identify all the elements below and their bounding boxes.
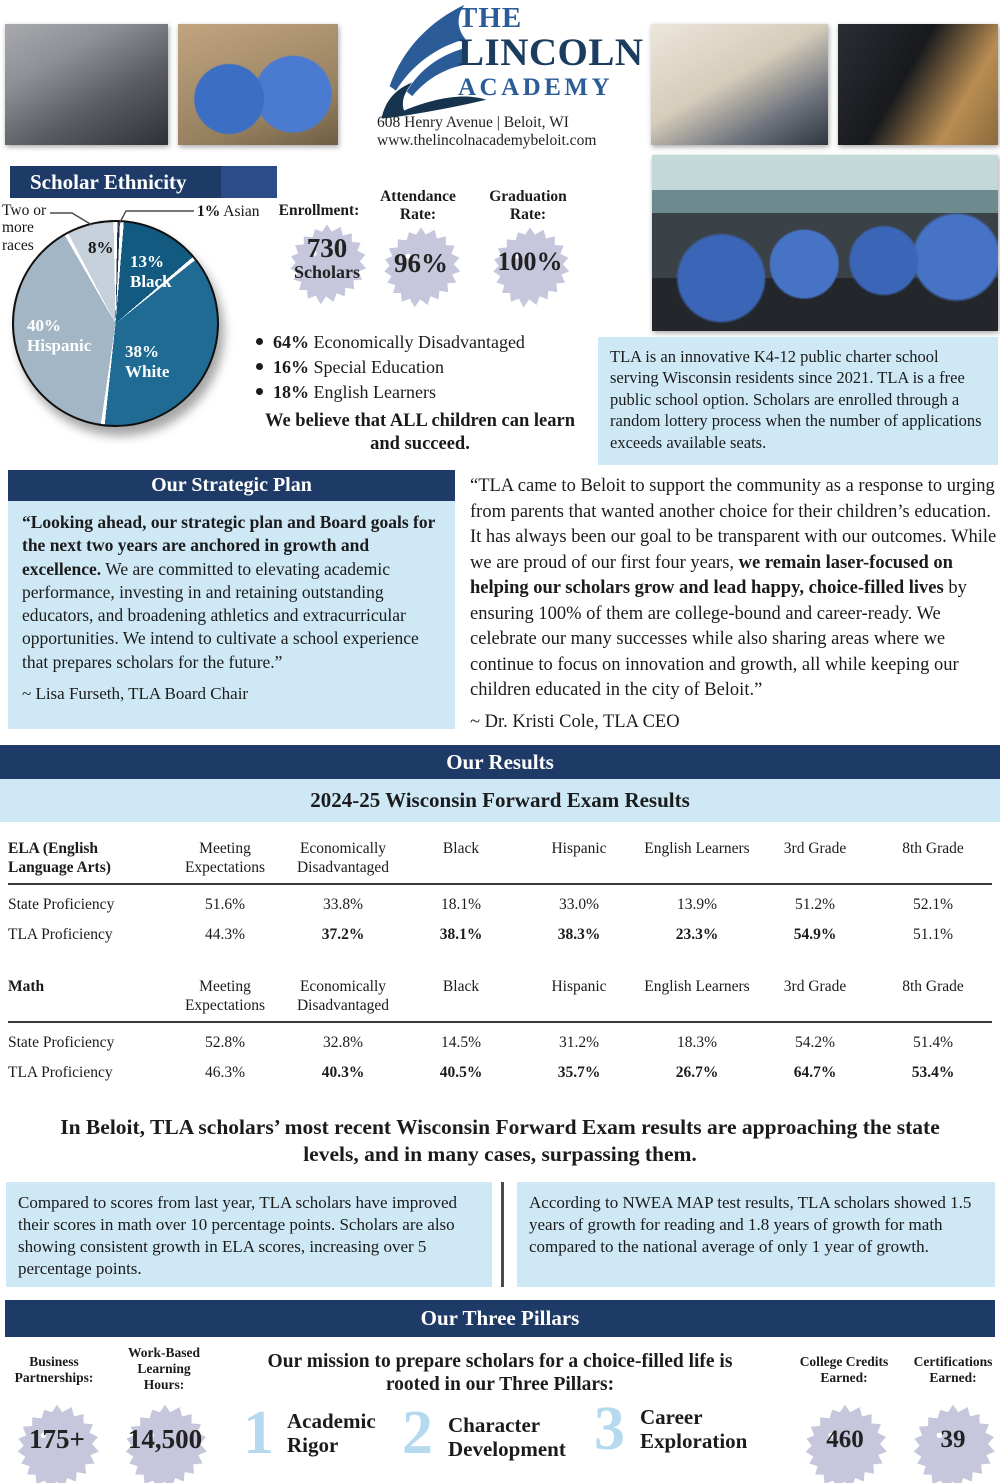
mission-statement: Our mission to prepare scholars for a choice-filled life is rooted in our Three Pillars: [267, 1351, 733, 1396]
logo-the: THE [458, 2, 523, 34]
pie-callout-asian: 1% Asian [197, 203, 260, 220]
ela-results-table [8, 838, 992, 944]
table-subject-label: Math [8, 978, 45, 995]
pillar-1-number: 1 [243, 1399, 274, 1467]
pillar-2-label: Character Development [448, 1413, 566, 1461]
scholar-ethnicity-title: Scholar Ethnicity [30, 169, 187, 194]
strategic-plan-header [8, 470, 455, 501]
work-based-hours-label: Work-Based Learning Hours: [127, 1345, 200, 1393]
school-website: www.thelincolnacademybeloit.com [377, 132, 597, 149]
growth-divider [501, 1182, 504, 1287]
college-credits-value: 460 [826, 1426, 864, 1453]
graduation-label: Graduation Rate: [489, 188, 567, 224]
bullet-icon [256, 388, 263, 395]
table-row: State Proficiency 51.6% 33.8% 18.1% 33.0% 13.9% 51.2% 52.1% [8, 896, 954, 914]
pillar-3-label: Career Exploration [640, 1405, 748, 1453]
about-tla-box: TLA is an innovative K4-12 public charter school serving Wisconsin residents since 2021. TLA is a free public school option. Scholars are enrolled through a random lottery process when the number of applications exceeds available seats. [598, 337, 998, 465]
attendance-value: 96% [394, 248, 448, 278]
table-header-row: Math Meeting Expectations Economically Disadvantaged Black Hispanic English Learners 3rd Grade 8th Grade [8, 978, 964, 1014]
strategic-plan-box [8, 501, 455, 729]
list-item: 18% English Learners [256, 380, 596, 404]
pie-callout-two-or-more: Two or more races [2, 202, 47, 254]
work-based-hours-value: 14,500 [127, 1424, 203, 1454]
photo-student-writing [5, 24, 168, 145]
logo-text [458, 4, 648, 101]
three-pillars-title: Our Three Pillars [420, 1306, 580, 1330]
photo-students-painting [178, 24, 338, 145]
table-row: TLA Proficiency 44.3% 37.2% 38.1% 38.3% 23.3% 54.9% 51.1% [8, 925, 954, 943]
our-results-header [0, 745, 1000, 779]
table-subject-label: ELA (English Language Arts) [8, 840, 111, 876]
enrollment-sub: Scholars [293, 262, 360, 282]
belief-statement: We believe that ALL children can learn and succeed. [264, 411, 576, 455]
enrollment-value: 730 [306, 233, 348, 263]
pillar-1-label: Academic Rigor [287, 1409, 376, 1457]
photo-classroom-painting [652, 155, 998, 331]
graduation-value: 100% [497, 247, 563, 276]
photo-woodworking [838, 24, 998, 145]
pie-label-hispanic: 40% Hispanic [27, 316, 92, 355]
pie-label-two-or-more-pct: 8% [88, 238, 114, 257]
list-item: 16% Special Education [256, 355, 596, 379]
demographics-list [256, 330, 596, 405]
bullet-icon [256, 338, 263, 345]
strategic-plan-text: “Looking ahead, our strategic plan and Board goals for the next two years are anchored in growth and excellence. We are committed to elevating academic performance, investing in and retaining outstanding educators, and broadening athletics and extracurricular opportunities. We intend to cultivate a school experience that prepares scholars for the future.” ~ Lisa Furseth, TLA Board Chair [8, 501, 455, 705]
logo-academy: ACADEMY [458, 73, 614, 101]
ceo-quote-attribution: ~ Dr. Kristi Cole, TLA CEO [470, 711, 680, 732]
results-summary: In Beloit, TLA scholars’ most recent Wisconsin Forward Exam results are approaching the state levels, and in many cases, surpassing them. [60, 1115, 940, 1166]
ceo-quote: “TLA came to Beloit to support the community as a response to urging from parents that wanted another choice for their children’s education. It has always been our goal to be transparent with our outcomes. While we are proud of our first four years, we remain laser-focused on helping our scholars grow and lead happy, choice-filled lives by ensuring 100% of them are college-bound and career-ready. We celebrate our many successes while also sharing areas where we continue to focus on innovation and growth, all while keeping our children educated in the city of Beloit.” ~ Dr. Kristi Cole, TLA CEO [470, 474, 998, 735]
school-address: 608 Henry Avenue | Beloit, WI [377, 114, 569, 131]
attendance-label: Attendance Rate: [380, 188, 456, 224]
business-partnerships-label: Business Partnerships: [14, 1354, 94, 1386]
forward-exam-subheader [0, 779, 1000, 822]
college-credits-label: College Credits Earned: [799, 1354, 889, 1386]
pillar-2-number: 2 [402, 1399, 433, 1467]
table-row: State Proficiency 52.8% 32.8% 14.5% 31.2% 18.3% 54.2% 51.4% [8, 1034, 954, 1052]
photo-window-mural [651, 24, 828, 145]
growth-box-left: Compared to scores from last year, TLA scholars have improved their scores in math over 10 percentage points. Scholars are also showing consistent growth in ELA scores, increasing over 5 percentage points. [6, 1182, 492, 1287]
table-divider [8, 883, 992, 885]
our-results-title: Our Results [446, 749, 554, 774]
certifications-value: 39 [940, 1426, 966, 1453]
business-partnerships-value: 175+ [29, 1424, 85, 1454]
math-results-table [8, 976, 992, 1082]
ethnicity-pie-region [0, 196, 270, 451]
certifications-label: Certifications Earned: [913, 1354, 993, 1386]
scholar-ethnicity-header [10, 166, 277, 198]
strategic-plan-attribution: ~ Lisa Furseth, TLA Board Chair [22, 683, 249, 703]
table-row: TLA Proficiency 46.3% 40.3% 40.5% 35.7% 26.7% 64.7% 53.4% [8, 1063, 955, 1081]
bullet-icon [256, 363, 263, 370]
enrollment-label: Enrollment: [278, 202, 360, 219]
table-divider [8, 1021, 992, 1023]
list-item: 64% Economically Disadvantaged [256, 330, 596, 354]
pillar-3-number: 3 [594, 1395, 625, 1463]
table-header-row: ELA (English Language Arts) Meeting Expectations Economically Disadvantaged Black Hispanic English Learners 3rd Grade 8th Grade [8, 840, 964, 876]
forward-exam-title: 2024-25 Wisconsin Forward Exam Results [310, 788, 690, 812]
pie-label-white: 38% White [125, 342, 170, 381]
pie-label-black: 13% Black [130, 252, 172, 291]
logo-lincoln: LINCOLN [458, 31, 644, 74]
growth-box-right: According to NWEA MAP test results, TLA scholars showed 1.5 years of growth for reading and 1.8 years of growth for math compared to the national average of only 1 year of growth. [517, 1182, 995, 1287]
three-pillars-header [5, 1300, 995, 1337]
strategic-plan-title: Our Strategic Plan [151, 474, 312, 496]
